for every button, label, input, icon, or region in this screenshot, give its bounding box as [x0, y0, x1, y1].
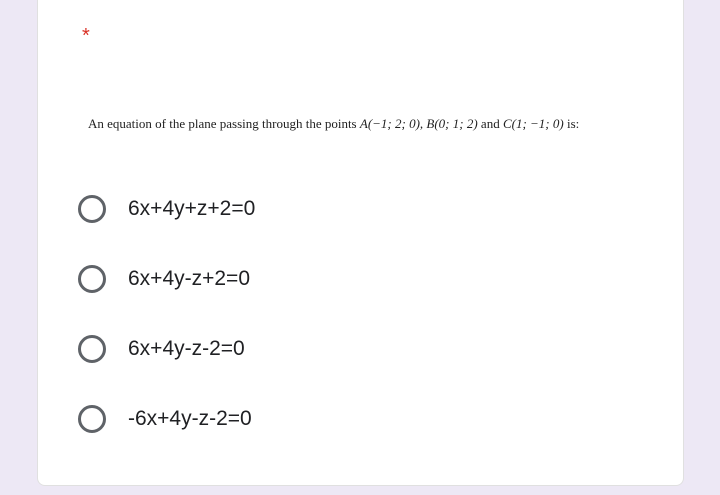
- question-point-c: C(1; −1; 0): [502, 116, 564, 131]
- radio-button-icon[interactable]: [78, 335, 106, 363]
- question-text-end: is:: [563, 116, 580, 131]
- answer-option-1[interactable]: [78, 191, 255, 227]
- radio-button-icon[interactable]: [78, 405, 106, 433]
- question-points-ab: A(−1; 2; 0), B(0; 1; 2): [359, 116, 478, 131]
- answer-option-label: 6x+4y-z-2=0: [128, 337, 245, 360]
- answer-option-label: 6x+4y+z+2=0: [128, 197, 256, 220]
- answer-option-3[interactable]: [78, 331, 245, 367]
- question-card: [37, 0, 684, 486]
- radio-button-icon[interactable]: [78, 195, 106, 223]
- answer-option-label: -6x+4y-z-2=0: [128, 407, 252, 430]
- answer-option-4[interactable]: [78, 401, 252, 437]
- question-text: [88, 116, 678, 132]
- radio-button-icon[interactable]: [78, 265, 106, 293]
- question-text-start: An equation of the plane passing through the points: [88, 116, 360, 131]
- answer-option-2[interactable]: [78, 261, 250, 297]
- question-text-middle: and: [477, 116, 503, 131]
- answer-option-label: 6x+4y-z+2=0: [128, 267, 251, 290]
- required-indicator: *: [82, 25, 90, 47]
